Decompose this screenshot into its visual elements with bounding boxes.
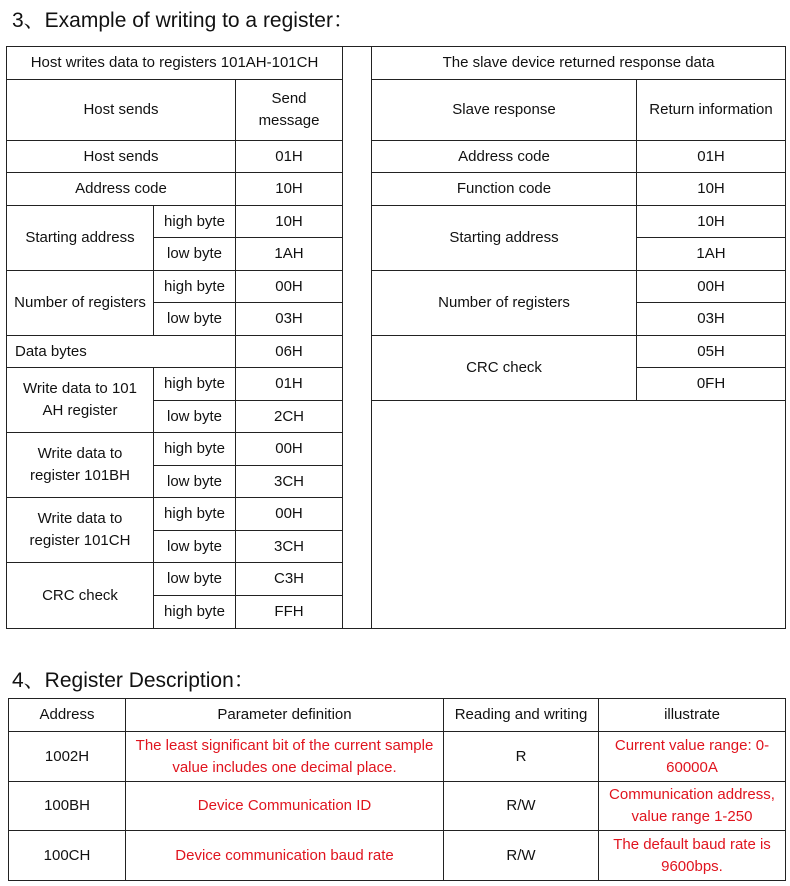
byte-label: high byte — [154, 596, 236, 629]
host-row-value: 06H — [236, 336, 343, 368]
return-information-column-header: Return information — [637, 80, 786, 141]
host-row-value: 3CH — [236, 531, 343, 563]
slave-row-value: 10H — [637, 206, 786, 238]
slave-row-value: 10H — [637, 173, 786, 206]
host-row-value: 1AH — [236, 238, 343, 271]
byte-label: low byte — [154, 238, 236, 271]
host-row-value: 03H — [236, 303, 343, 336]
send-message-column-header: Send message — [236, 80, 343, 141]
slave-empty-area — [372, 401, 786, 629]
host-row-value: 00H — [236, 433, 343, 466]
register-access: R — [444, 732, 599, 782]
host-row-label: Write data to 101 AH register — [7, 368, 154, 433]
register-access: R/W — [444, 782, 599, 831]
byte-label: low byte — [154, 563, 236, 596]
host-row-value: 3CH — [236, 466, 343, 498]
slave-row-value: 01H — [637, 141, 786, 173]
slave-table-header: The slave device returned response data — [372, 47, 786, 80]
slave-row-label: Number of registers — [372, 271, 637, 336]
host-row-value: 2CH — [236, 401, 343, 433]
slave-row-value: 05H — [637, 336, 786, 368]
byte-label: high byte — [154, 368, 236, 401]
byte-label: high byte — [154, 498, 236, 531]
host-row-label: CRC check — [7, 563, 154, 629]
host-row-value: C3H — [236, 563, 343, 596]
host-row-label: Starting address — [7, 206, 154, 271]
host-row-value: 01H — [236, 368, 343, 401]
section-4-heading: 4、Register Description： — [12, 669, 255, 692]
slave-row-label: CRC check — [372, 336, 637, 401]
column-header-parameter-definition: Parameter definition — [126, 699, 444, 732]
host-row-label: Write data to register 101BH — [7, 433, 154, 498]
byte-label: low byte — [154, 531, 236, 563]
section-3-heading: 3、Example of writing to a register： — [12, 9, 354, 32]
register-address: 100BH — [9, 782, 126, 831]
slave-row-label: Starting address — [372, 206, 637, 271]
slave-row-value: 03H — [637, 303, 786, 336]
host-row-label: Host sends — [7, 141, 236, 173]
host-sends-column-header: Host sends — [7, 80, 236, 141]
byte-label: high byte — [154, 206, 236, 238]
host-row-label: Number of registers — [7, 271, 154, 336]
byte-label: low byte — [154, 466, 236, 498]
register-address: 100CH — [9, 831, 126, 881]
byte-label: low byte — [154, 401, 236, 433]
byte-label: low byte — [154, 303, 236, 336]
register-illustrate: Current value range: 0-60000A — [599, 732, 786, 782]
host-row-value: 10H — [236, 206, 343, 238]
host-row-label: Data bytes — [7, 336, 236, 368]
column-header-illustrate: illustrate — [599, 699, 786, 732]
byte-label: high byte — [154, 271, 236, 303]
slave-row-value: 0FH — [637, 368, 786, 401]
host-row-value: FFH — [236, 596, 343, 629]
table-gap — [343, 47, 372, 629]
host-row-value: 10H — [236, 173, 343, 206]
register-definition: Device Communication ID — [126, 782, 444, 831]
host-row-value: 00H — [236, 498, 343, 531]
host-row-label: Write data to register 101CH — [7, 498, 154, 563]
register-definition: Device communication baud rate — [126, 831, 444, 881]
byte-label: high byte — [154, 433, 236, 466]
register-address: 1002H — [9, 732, 126, 782]
slave-row-label: Address code — [372, 141, 637, 173]
register-definition: The least significant bit of the current sample value includes one decimal place. — [126, 732, 444, 782]
host-row-value: 01H — [236, 141, 343, 173]
slave-row-label: Function code — [372, 173, 637, 206]
slave-row-value: 1AH — [637, 238, 786, 271]
register-description-table — [8, 698, 786, 881]
column-header-address: Address — [9, 699, 126, 732]
register-access: R/W — [444, 831, 599, 881]
write-register-example-table — [6, 46, 786, 629]
slave-response-column-header: Slave response — [372, 80, 637, 141]
host-table-header: Host writes data to registers 101AH-101CH — [7, 47, 343, 80]
host-row-value: 00H — [236, 271, 343, 303]
slave-row-value: 00H — [637, 271, 786, 303]
host-row-label: Address code — [7, 173, 236, 206]
register-illustrate: The default baud rate is 9600bps. — [599, 831, 786, 881]
register-illustrate: Communication address, value range 1-250 — [599, 782, 786, 831]
column-header-reading-writing: Reading and writing — [444, 699, 599, 732]
